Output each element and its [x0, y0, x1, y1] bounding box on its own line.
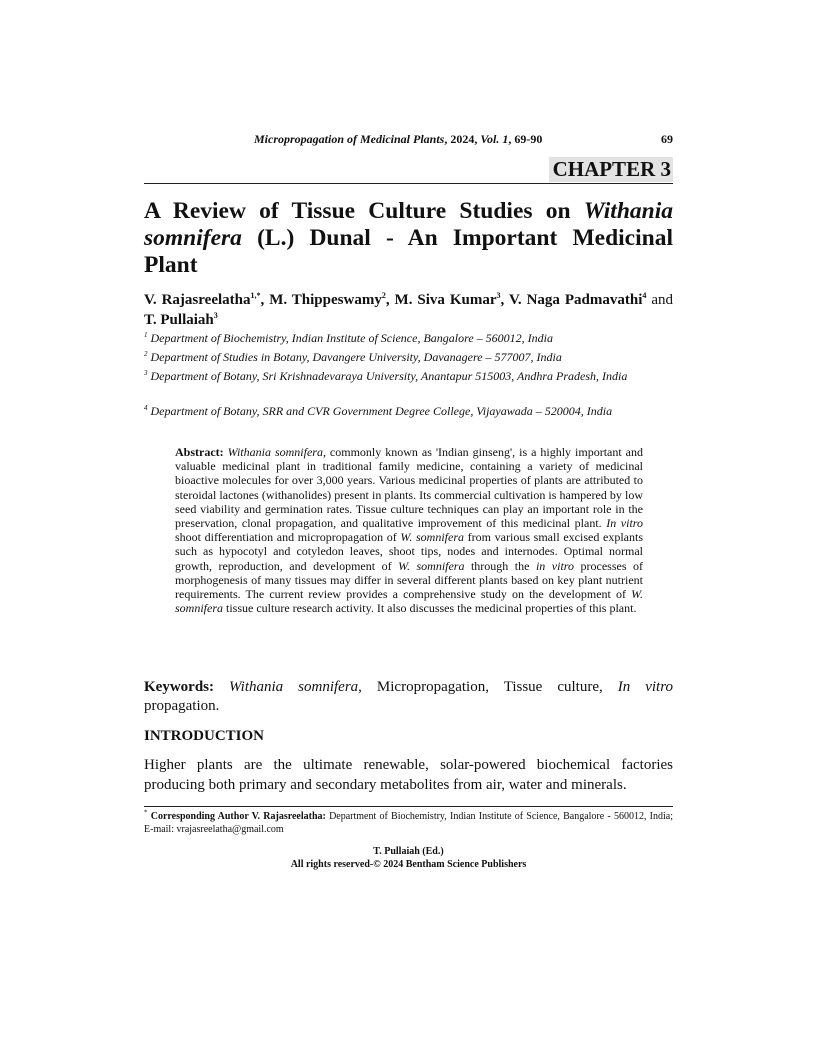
keywords-text-segment: Withania somnifera [229, 679, 359, 695]
author-affil-mark: 3 [496, 291, 501, 300]
keywords-text-segment: In vitro [617, 679, 673, 695]
journal-year: , 2024, [444, 132, 481, 146]
author-name: T. Pullaiah [144, 312, 214, 328]
footnote-mark: * [144, 808, 148, 817]
author-name: V. Rajasreelatha [144, 292, 251, 308]
keywords-text-segment: , Micropropagation, Tissue culture, [358, 679, 618, 695]
journal-citation [254, 132, 542, 147]
abstract-text-segment: W. somnifera [398, 558, 465, 573]
chapter-banner [144, 157, 673, 184]
abstract-body [175, 445, 643, 615]
abstract-text-segment: W. somnifera [175, 587, 643, 616]
abstract-text-segment: , commonly known as 'Indian ginseng', is a highly important and valuable medicinal plant in traditional family medicine, containing a variety of medicinal bioactive molecules for over 3,000 years. Various medicinal properties of plants are attributed to steroidal lactones (withanolides) present in plants. Its commercial cultivation is hampered by low seed viability and germination rates. Tissue culture techniques can play an important role in the preservation, clonal propagation, and qualitative improvement of this medicinal plant. [175, 445, 643, 531]
abstract-text-segment: processes of morphogenesis of many tissues may differ in several different plants based on key plant nutrient requirements. The current review provides a comprehensive study on the development of [175, 558, 643, 602]
abstract-text-segment: W. somnifera [400, 530, 464, 545]
author-affil-mark: 2 [381, 291, 386, 300]
author-list [144, 290, 673, 330]
title-species: Withania somnifera [144, 198, 673, 251]
copyright-line: All rights reserved-© 2024 Bentham Science Publishers [290, 858, 527, 870]
author-name: M. Siva Kumar [394, 292, 497, 308]
keywords-text-segment: propagation. [144, 698, 220, 714]
footnote-label: Corresponding Author V. Rajasreelatha: [147, 811, 326, 822]
publisher-footer [144, 846, 673, 871]
author-separator: , [385, 292, 395, 308]
affiliation-text: Department of Botany, SRR and CVR Government Degree College, Vijayawada – 520004, India [150, 404, 613, 418]
abstract-text-segment: In vitro [606, 516, 644, 531]
author-affil-mark: 1,* [250, 291, 261, 300]
author-name: V. Naga Padmavathi [508, 292, 643, 308]
abstract-label: Abstract: [175, 445, 224, 459]
affiliation-number: 2 [144, 350, 148, 358]
corresponding-author-footnote [144, 810, 673, 836]
author-separator: , [260, 292, 270, 308]
journal-volume: Vol. 1 [480, 132, 509, 146]
affiliation-text: Department of Botany, Sri Krishnadevaraya University, Anantapur 515003, Andhra Pradesh, India [150, 369, 628, 383]
author-name: M. Thippeswamy [269, 292, 382, 308]
abstract-text-segment: through the [464, 558, 536, 573]
footnote-divider [144, 806, 673, 807]
abstract-text-segment: Withania somnifera [227, 445, 323, 459]
keywords [144, 678, 673, 716]
editor-line: T. Pullaiah (Ed.) [373, 846, 444, 857]
title-part-2: (L.) Dunal - An Important Medicinal Plant [144, 225, 673, 278]
abstract-text-segment: from various small excised explants such as hypocotyl and cotyledon leaves, shoot tips, nodes and internodes. Optimal normal growth, reproduction, and development of [175, 530, 643, 573]
keywords-label: Keywords: [144, 679, 214, 695]
affiliation-text: Department of Biochemistry, Indian Institute of Science, Bangalore – 560012, India [150, 331, 553, 345]
affiliation [144, 403, 673, 419]
affiliation-text: Department of Studies in Botany, Davangere University, Davanagere – 577007, India [150, 350, 562, 364]
page-number: 69 [661, 132, 673, 146]
keywords-text-segment [214, 679, 229, 695]
abstract-text-segment: shoot differentiation and micropropagation of [175, 530, 401, 545]
introduction-paragraph: Higher plants are the ultimate renewable, solar-powered biochemical factories producing both primary and secondary metabolites from air, water and minerals. [144, 757, 673, 793]
page [144, 0, 673, 1056]
journal-name: Micropropagation of Medicinal Plants [254, 132, 445, 146]
affiliation-number: 4 [144, 404, 148, 412]
chapter-label: CHAPTER 3 [549, 157, 673, 182]
article-title [144, 198, 673, 279]
affiliation-number: 1 [144, 331, 148, 339]
journal-pages: , 69-90 [508, 132, 543, 146]
author-and: and [646, 292, 674, 308]
abstract-text-segment: tissue culture research activity. It also discusses the medicinal properties of this plant. [223, 601, 637, 616]
affiliation [144, 368, 673, 384]
footnote-text: Department of Biochemistry, Indian Institute of Science, Bangalore - 560012, India; E-mail: vrajasreelatha@gmail.com [144, 811, 674, 835]
abstract-text-segment: in vitro [535, 558, 575, 573]
section-heading-introduction: INTRODUCTION [144, 728, 265, 744]
abstract [175, 445, 643, 615]
title-part-1: A Review of Tissue Culture Studies on [144, 198, 584, 224]
author-affil-mark: 4 [642, 291, 647, 300]
affiliation [144, 349, 673, 365]
author-affil-mark: 3 [213, 311, 218, 320]
affiliation [144, 330, 673, 346]
keywords-body [144, 679, 673, 714]
affiliation-number: 3 [144, 369, 148, 377]
author-separator: , [500, 292, 509, 308]
